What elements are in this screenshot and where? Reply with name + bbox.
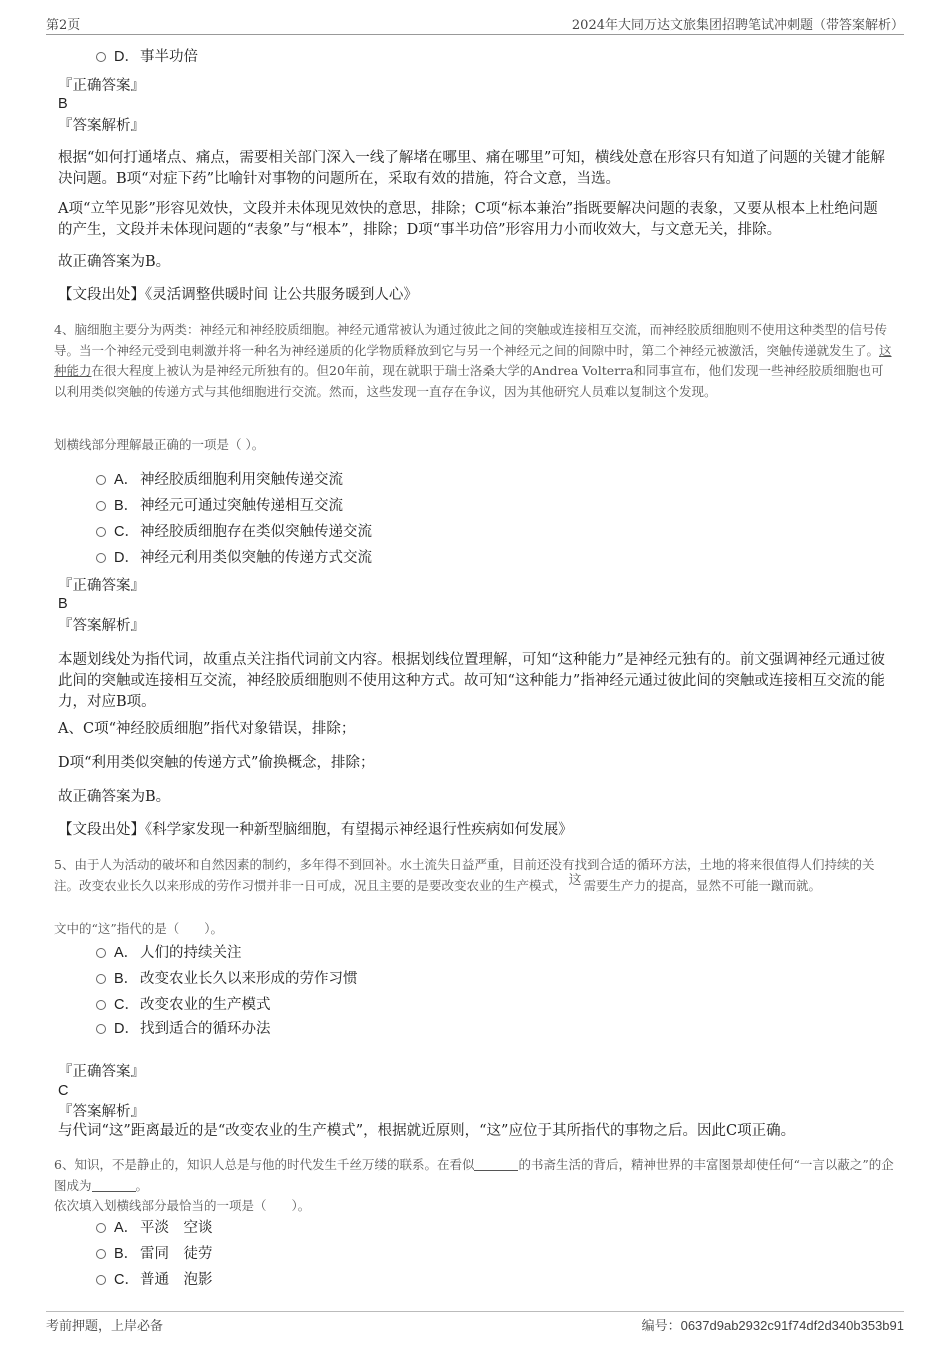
radio-icon[interactable] (96, 501, 106, 511)
q3-analysis-p1: 根据“如何打通堵点、痛点，需要相关部门深入一线了解堵在哪里、痛在哪里”可知，横线处意在形容只有知道了问题的关键才能解决问题。B项“对症下药”比喻针对事物的问题所在，采取有效的措施，符合文意，当选。 (58, 150, 885, 187)
q3-answer-label: 『正确答案』 (58, 78, 145, 94)
radio-icon[interactable] (96, 527, 106, 537)
q5-option-d[interactable]: D．找到适合的循环办法 (96, 1018, 271, 1040)
q4-prompt: 划横线部分理解最正确的一项是（ ）。 (54, 437, 265, 452)
page-header (46, 14, 904, 35)
q3-answer: B (58, 96, 68, 112)
q4-option-d[interactable]: D．神经元利用类似突触的传递方式交流 (96, 547, 372, 569)
q4-option-b[interactable]: B． 神经元可通过突触传递相互交流 (96, 495, 343, 517)
radio-icon[interactable] (96, 1275, 106, 1285)
q3-analysis-p2: A项“立竿见影”形容见效快，文段并未体现见效快的意思，排除；C项“标本兼治”指既要解决问题的表象，又要从根本上杜绝问题的产生，文段并未体现问题的“表象”与“根本”，排除；D项“事半功倍”形容用力小而收效大，与文意无关，排除。 (58, 201, 878, 238)
q5-answer-label: 『正确答案』 (58, 1064, 145, 1080)
radio-icon[interactable] (96, 948, 106, 958)
radio-icon[interactable] (96, 1223, 106, 1233)
fill-blank-1 (474, 1157, 518, 1171)
footer-slogan: 考前押题，上岸必备 (46, 1319, 164, 1334)
q5-marked-word: 这 (568, 872, 582, 888)
q4-analysis-label: 『答案解析』 (58, 618, 145, 634)
document-title: 2024年大同万达文旅集团招聘笔试冲刺题（带答案解析） (571, 18, 904, 33)
q6-option-a[interactable]: A． 平淡 空谈 (96, 1217, 213, 1239)
q6-option-c[interactable]: C．普通 泡影 (96, 1269, 213, 1291)
radio-icon[interactable] (96, 553, 106, 563)
q5-option-c[interactable]: C．改变农业的生产模式 (96, 994, 271, 1016)
q3-analysis-p3: 故正确答案为B。 (58, 254, 171, 270)
q3-source: 【文段出处】《灵活调整供暖时间 让公共服务暖到人心》 (58, 287, 418, 303)
radio-icon[interactable] (96, 974, 106, 984)
q5-stem: 5、由于人为活动的破坏和自然因素的制约，多年得不到回补。水土流失日益严重，目前还没有找到合适的循环方法，土地的将来很值得人们持续的关注。改变农业长久以来形成的劳作习惯并非一日可成，况且主要的是要改变农业的生产模式， 这 需要生产力的提高，显然不可能一蹴而就。 (54, 857, 875, 893)
q5-answer: C (58, 1083, 69, 1099)
q5-option-b[interactable]: B． 改变农业长久以来形成的劳作习惯 (96, 968, 358, 990)
q5-analysis-p1: 与代词“这”距离最近的是“改变农业的生产模式”，根据就近原则，“这”应位于其所指代的事物之后。因此C项正确。 (58, 1123, 796, 1139)
q4-stem: 4、脑细胞主要分为两类：神经元和神经胶质细胞。神经元通常被认为通过彼此之间的突触或连接相互交流，而神经胶质细胞则不使用这种类型的信号传导。当一个神经元受到电刺激并将一种名为神经递质的化学物质释放到它与另一个神经元之间的间隙中时，第二个神经元被激活，突触传递就发生了。这种能力在很大程度上被认为是神经元所独有的。但20年前，现在就职于瑞士洛桑大学的Andrea Volterra和同事宣布，他们发现一些神经胶质细胞也可以利用类似突触的传递方式与其他细胞进行交流。然而，这些发现一直存在争议，因为其他研究人员难以复制这个发现。 (54, 322, 892, 399)
fill-blank-2 (92, 1178, 136, 1192)
q4-analysis-p3: D项“利用类似突触的传递方式”偷换概念，排除； (58, 755, 375, 771)
document-id: 编号：0637d9ab2932c91f74df2d340b353b91 (641, 1318, 904, 1333)
q4-analysis-p1: 本题划线处为指代词，故重点关注指代词前文内容。根据划线位置理解，可知“这种能力”是神经元独有的。前文强调神经元通过彼此间的突触或连接相互交流，神经胶质细胞则不使用这种方式。故可知“这种能力”指神经元通过彼此间的突触或连接相互交流的能力，对应B项。 (58, 652, 885, 710)
q5-analysis-label: 『答案解析』 (58, 1104, 145, 1120)
radio-icon[interactable] (96, 475, 106, 485)
q4-answer: B (58, 596, 68, 612)
radio-icon[interactable] (96, 1000, 106, 1010)
q5-option-a[interactable]: A． 人们的持续关注 (96, 942, 242, 964)
radio-icon[interactable] (96, 1249, 106, 1259)
q5-prompt: 文中的“这”指代的是（ ）。 (54, 921, 224, 936)
q3-analysis-label: 『答案解析』 (58, 118, 145, 134)
q4-option-a[interactable]: A． 神经胶质细胞利用突触传递交流 (96, 469, 343, 491)
q4-answer-label: 『正确答案』 (58, 578, 145, 594)
q4-analysis-p2: A、C项“神经胶质细胞”指代对象错误，排除； (58, 721, 356, 737)
q4-analysis-p4: 故正确答案为B。 (58, 789, 171, 805)
q6-option-b[interactable]: B． 雷同 徒劳 (96, 1243, 213, 1265)
radio-icon[interactable] (96, 52, 106, 62)
q3-option-d[interactable]: D．事半功倍 (96, 46, 198, 68)
radio-icon[interactable] (96, 1024, 106, 1034)
q4-option-c[interactable]: C．神经胶质细胞存在类似突触传递交流 (96, 521, 372, 543)
page-number: 第2页 (46, 18, 81, 33)
q6-stem: 6、知识，不是静止的，知识人总是与他的时代发生千丝万缕的联系。在看似 的书斋生活的背后，精神世界的丰富图景却使任何“一言以蔽之”的企图成为 。 (54, 1157, 894, 1193)
q6-prompt: 依次填入划横线部分最恰当的一项是（ ）。 (54, 1198, 311, 1213)
q4-source: 【文段出处】《科学家发现一种新型脑细胞，有望揭示神经退行性疾病如何发展》 (58, 822, 573, 838)
page-footer (46, 1311, 904, 1337)
q4-underlined-phrase: 这种能力 (54, 342, 892, 378)
